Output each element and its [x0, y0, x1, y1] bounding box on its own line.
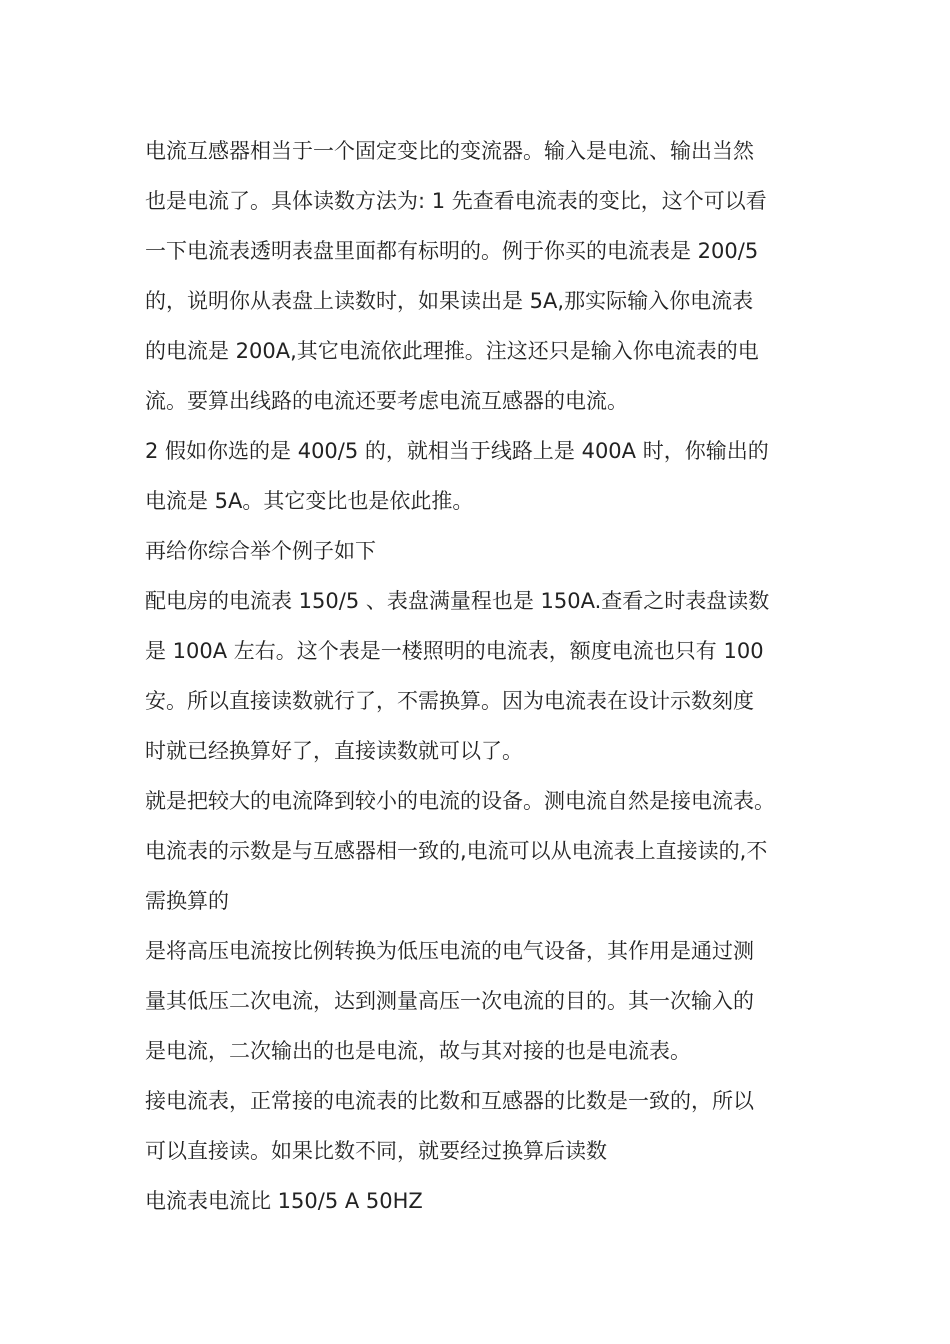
text-line: 就是把较大的电流降到较小的电流的设备。测电流自然是接电流表。	[145, 789, 775, 813]
text-line: 安。所以直接读数就行了，不需换算。因为电流表在设计示数刻度	[145, 689, 754, 713]
text-line: 再给你综合举个例子如下	[145, 539, 376, 563]
text-line: 电流互感器相当于一个固定变比的变流器。输入是电流、输出当然	[145, 139, 754, 163]
paragraph-example-intro	[145, 526, 825, 576]
paragraph-connection	[145, 1076, 825, 1176]
paragraph-reading	[145, 826, 825, 926]
text-line: 一下电流表透明表盘里面都有标明的。例于你买的电流表是 200/5	[145, 239, 759, 263]
text-line: 配电房的电流表 150/5 、表盘满量程也是 150A.查看之时表盘读数	[145, 589, 770, 613]
text-line: 接电流表，正常接的电流表的比数和互感器的比数是一致的，所以	[145, 1089, 754, 1113]
text-line: 是将高压电流按比例转换为低压电流的电气设备，其作用是通过测	[145, 939, 754, 963]
text-line: 的，说明你从表盘上读数时，如果读出是 5A,那实际输入你电流表	[145, 289, 754, 313]
text-line: 量其低压二次电流，达到测量高压一次电流的目的。其一次输入的	[145, 989, 754, 1013]
text-line: 时就已经换算好了，直接读数就可以了。	[145, 739, 523, 763]
paragraph-definition	[145, 776, 825, 826]
text-line: 可以直接读。如果比数不同，就要经过换算后读数	[145, 1139, 607, 1163]
text-line: 的电流是 200A,其它电流依此理推。注这还只是输入你电流表的电	[145, 339, 759, 363]
paragraph-step-2	[145, 426, 825, 526]
text-line: 也是电流了。具体读数方法为: 1 先查看电流表的变比，这个可以看	[145, 189, 767, 213]
text-line: 需换算的	[145, 889, 229, 913]
text-line: 流。要算出线路的电流还要考虑电流互感器的电流。	[145, 389, 628, 413]
paragraph-ct-intro	[145, 126, 825, 426]
paragraph-purpose	[145, 926, 825, 1076]
text-line: 电流表的示数是与互感器相一致的,电流可以从电流表上直接读的,不	[145, 839, 768, 863]
text-line: 2 假如你选的是 400/5 的，就相当于线路上是 400A 时，你输出的	[145, 439, 769, 463]
text-line: 电流是 5A。其它变比也是依此推。	[145, 489, 474, 513]
paragraph-spec	[145, 1176, 825, 1226]
text-line: 是电流，二次输出的也是电流，故与其对接的也是电流表。	[145, 1039, 691, 1063]
text-line: 电流表电流比 150/5 A 50HZ	[145, 1189, 423, 1213]
document-body	[145, 126, 825, 1226]
text-line: 是 100A 左右。这个表是一楼照明的电流表，额度电流也只有 100	[145, 639, 764, 663]
paragraph-example	[145, 576, 825, 776]
